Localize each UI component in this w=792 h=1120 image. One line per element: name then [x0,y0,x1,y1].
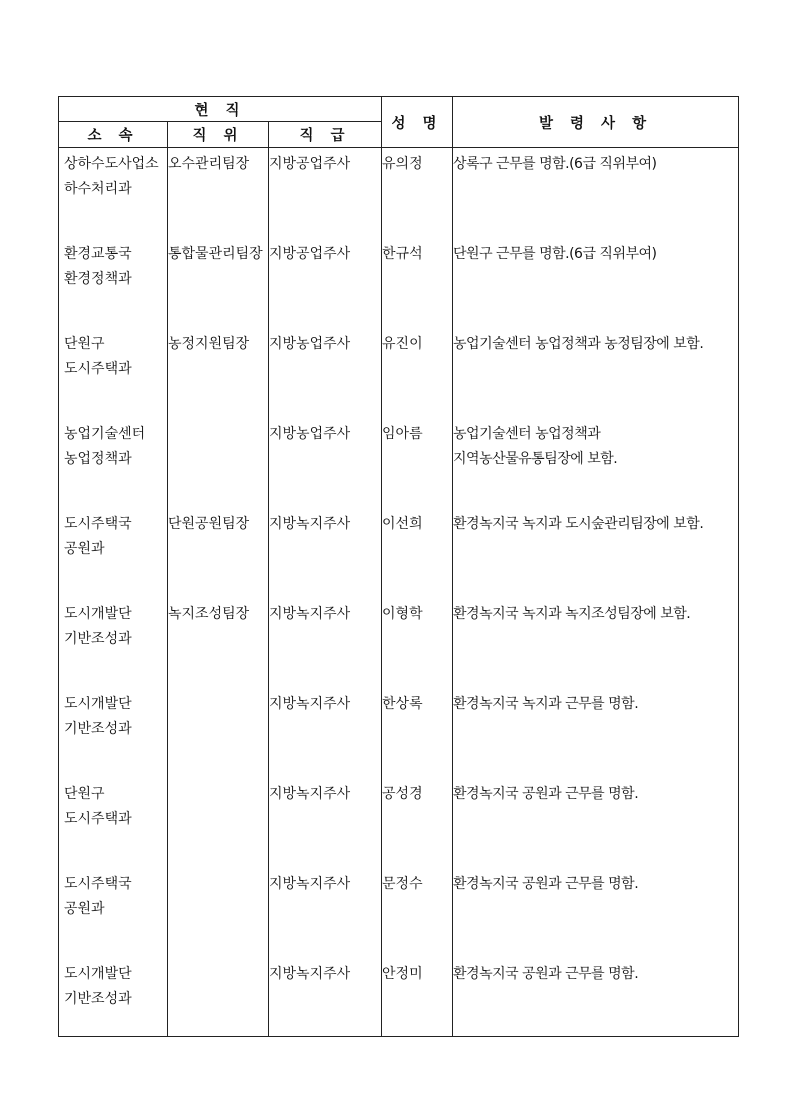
name-cell: 유진이 [382,328,453,418]
order-cell: 환경녹지국 녹지과 녹지조성팀장에 보함. [453,598,739,688]
grade-cell: 지방녹지주사 [269,598,382,688]
affiliation-cell: 단원구 도시주택과 [59,328,168,418]
name-cell: 이선희 [382,508,453,598]
table-row [59,778,739,868]
name-cell: 안정미 [382,958,453,1037]
name-cell: 한규석 [382,238,453,328]
affiliation-cell: 도시개발단 기반조성과 [59,598,168,688]
position-cell [168,418,269,508]
grade-cell: 지방공업주사 [269,148,382,239]
table-row [59,508,739,598]
affiliation-cell: 상하수도사업소 하수처리과 [59,148,168,239]
order-cell: 환경녹지국 공원과 근무를 명함. [453,778,739,868]
table-row [59,688,739,778]
name-cell: 공성경 [382,778,453,868]
grade-cell: 지방공업주사 [269,238,382,328]
affiliation-cell: 농업기술센터 농업정책과 [59,418,168,508]
order-cell: 농업기술센터 농업정책과 농정팀장에 보함. [453,328,739,418]
position-cell [168,958,269,1037]
header-grade: 직 급 [269,122,382,148]
personnel-order-table [58,96,739,1037]
order-cell: 환경녹지국 공원과 근무를 명함. [453,958,739,1037]
header-affiliation: 소 속 [59,122,168,148]
table-row [59,238,739,328]
position-cell: 단원공원팀장 [168,508,269,598]
affiliation-cell: 도시주택국 공원과 [59,508,168,598]
affiliation-cell: 도시개발단 기반조성과 [59,688,168,778]
header-current-position: 현 직 [59,97,382,122]
table-row [59,418,739,508]
table-row [59,598,739,688]
name-cell: 유의정 [382,148,453,239]
name-cell: 한상록 [382,688,453,778]
grade-cell: 지방녹지주사 [269,868,382,958]
grade-cell: 지방농업주사 [269,328,382,418]
grade-cell: 지방농업주사 [269,418,382,508]
grade-cell: 지방녹지주사 [269,688,382,778]
affiliation-cell: 도시주택국 공원과 [59,868,168,958]
order-cell: 단원구 근무를 명함.(6급 직위부여) [453,238,739,328]
table-row [59,148,739,239]
name-cell: 임아름 [382,418,453,508]
affiliation-cell: 환경교통국 환경정책과 [59,238,168,328]
name-cell: 문정수 [382,868,453,958]
position-cell [168,688,269,778]
name-cell: 이형학 [382,598,453,688]
order-cell: 상록구 근무를 명함.(6급 직위부여) [453,148,739,239]
table-row [59,328,739,418]
table-row [59,958,739,1037]
header-name: 성 명 [382,97,453,148]
order-cell: 농업기술센터 농업정책과 지역농산물유통팀장에 보함. [453,418,739,508]
position-cell: 통합물관리팀장 [168,238,269,328]
position-cell: 녹지조성팀장 [168,598,269,688]
header-order: 발 령 사 항 [453,97,739,148]
position-cell [168,778,269,868]
position-cell: 농정지원팀장 [168,328,269,418]
header-position: 직 위 [168,122,269,148]
grade-cell: 지방녹지주사 [269,958,382,1037]
position-cell [168,868,269,958]
grade-cell: 지방녹지주사 [269,508,382,598]
grade-cell: 지방녹지주사 [269,778,382,868]
position-cell: 오수관리팀장 [168,148,269,239]
affiliation-cell: 단원구 도시주택과 [59,778,168,868]
order-cell: 환경녹지국 녹지과 근무를 명함. [453,688,739,778]
order-cell: 환경녹지국 공원과 근무를 명함. [453,868,739,958]
order-cell: 환경녹지국 녹지과 도시숲관리팀장에 보함. [453,508,739,598]
table-row [59,868,739,958]
affiliation-cell: 도시개발단 기반조성과 [59,958,168,1037]
